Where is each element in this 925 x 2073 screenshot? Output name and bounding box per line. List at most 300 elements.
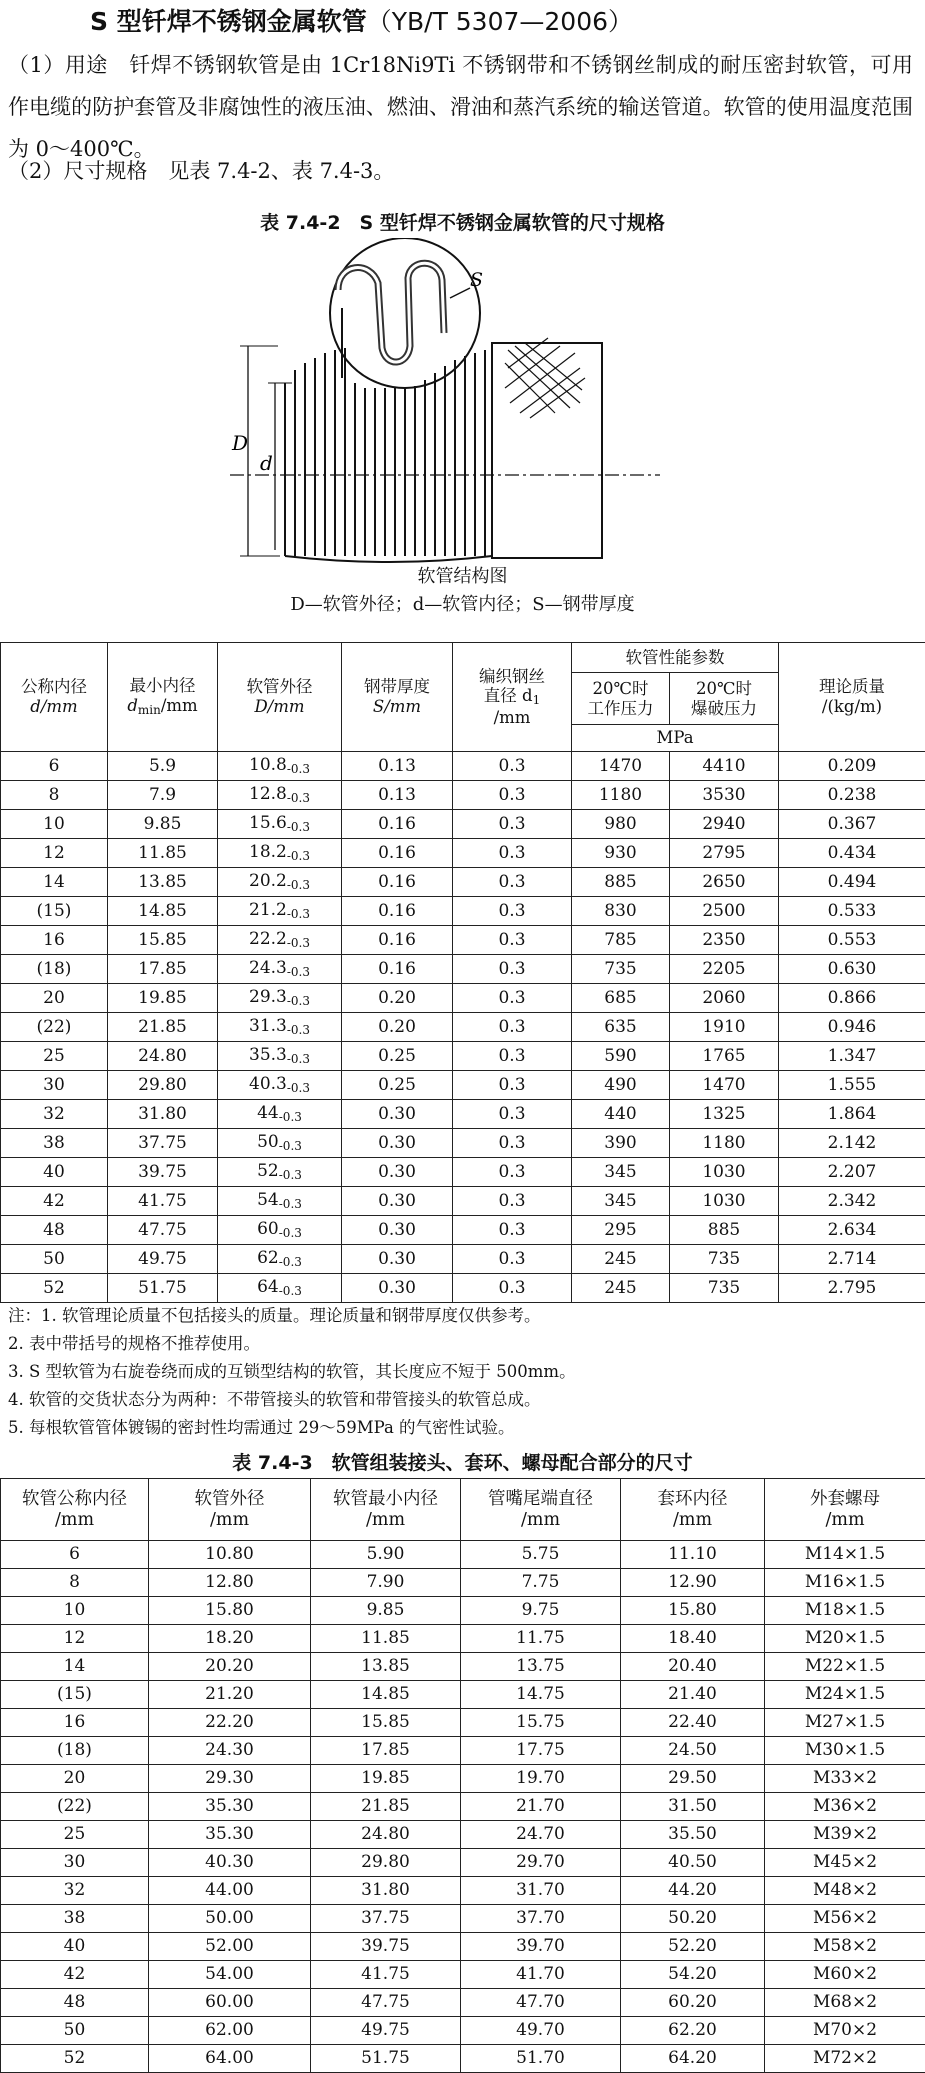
table2-cell: (22) [1, 1793, 149, 1821]
tolerance: -0.3 [287, 965, 310, 979]
table-row [1, 897, 925, 926]
table2-cell: 62.00 [149, 2017, 311, 2045]
cell-work-pressure: 1180 [572, 781, 670, 810]
table2-cell: 7.90 [311, 1569, 461, 1597]
tolerance: -0.3 [287, 820, 310, 834]
label-S: S [470, 269, 483, 291]
cell-wire: 0.3 [453, 926, 572, 955]
tolerance: -0.3 [287, 936, 310, 950]
cell-nominal: (22) [1, 1013, 108, 1042]
table2-cell: 22.20 [149, 1709, 311, 1737]
table2-cell: 60.00 [149, 1989, 311, 2017]
table2-cell: 5.75 [461, 1541, 621, 1569]
table2-cell: 62.20 [621, 2017, 765, 2045]
table2-cell: 13.75 [461, 1653, 621, 1681]
note-line: 5. 每根软管管体镀锡的密封性均需通过 29～59MPa 的气密性试验。 [8, 1414, 576, 1442]
cell-work-pressure: 785 [572, 926, 670, 955]
cell-wire: 0.3 [453, 1129, 572, 1158]
table2-cell: M56×2 [765, 1905, 925, 1933]
cell-wire: 0.3 [453, 984, 572, 1013]
cell-outer: $20.2_{-0.3}$ [218, 868, 342, 897]
table-row [1, 1245, 925, 1274]
cell-nominal: 42 [1, 1187, 108, 1216]
table2-cell: 42 [1, 1961, 149, 1989]
table2-cell: M20×1.5 [765, 1625, 925, 1653]
cell-strip: 0.13 [342, 781, 453, 810]
cell-min-inner: 24.80 [108, 1042, 218, 1071]
cell-nominal: (15) [1, 897, 108, 926]
cell-strip: 0.16 [342, 868, 453, 897]
cell-min-inner: 14.85 [108, 897, 218, 926]
table2-cell: M24×1.5 [765, 1681, 925, 1709]
table-row [1, 2045, 925, 2073]
cell-burst-pressure: 1180 [670, 1129, 779, 1158]
table2-cell: 50.20 [621, 1905, 765, 1933]
table-row [1, 1625, 925, 1653]
tolerance: -0.3 [279, 1226, 302, 1240]
table2-cell: 35.50 [621, 1821, 765, 1849]
table2-cell: 64.20 [621, 2045, 765, 2073]
cell-wire: 0.3 [453, 839, 572, 868]
cell-outer: $15.6_{-0.3}$ [218, 810, 342, 839]
cell-min-inner: 47.75 [108, 1216, 218, 1245]
cell-burst-pressure: 1765 [670, 1042, 779, 1071]
cell-nominal: 8 [1, 781, 108, 810]
cell-outer: $29.3_{-0.3}$ [218, 984, 342, 1013]
table2-cell: (15) [1, 1681, 149, 1709]
table-row [1, 810, 925, 839]
cell-strip: 0.30 [342, 1245, 453, 1274]
table2-cell: 19.85 [311, 1765, 461, 1793]
table-row [1, 955, 925, 984]
cell-outer: $64_{-0.3}$ [218, 1274, 342, 1303]
table2-cell: 24.30 [149, 1737, 311, 1765]
table-row [1, 868, 925, 897]
table-row [1, 926, 925, 955]
table2-cell: 54.20 [621, 1961, 765, 1989]
table2-cell: 9.75 [461, 1597, 621, 1625]
cell-nominal: 38 [1, 1129, 108, 1158]
table2-cell: (18) [1, 1737, 149, 1765]
cell-min-inner: 9.85 [108, 810, 218, 839]
cell-work-pressure: 295 [572, 1216, 670, 1245]
tolerance: -0.3 [287, 762, 310, 776]
cell-work-pressure: 830 [572, 897, 670, 926]
table2-cell: 15.80 [621, 1597, 765, 1625]
cell-nominal: 20 [1, 984, 108, 1013]
tolerance: -0.3 [287, 791, 310, 805]
table2-cell: 37.75 [311, 1905, 461, 1933]
cell-work-pressure: 440 [572, 1100, 670, 1129]
cell-burst-pressure: 2940 [670, 810, 779, 839]
diagram-legend: D—软管外径；d—软管内径；S—钢带厚度 [0, 590, 925, 616]
table2-cell: 31.70 [461, 1877, 621, 1905]
cell-mass: 2.634 [779, 1216, 925, 1245]
table2-cell: 14.85 [311, 1681, 461, 1709]
cell-wire: 0.3 [453, 781, 572, 810]
table2-cell: 11.10 [621, 1541, 765, 1569]
cell-burst-pressure: 2795 [670, 839, 779, 868]
tolerance: -0.3 [279, 1255, 302, 1269]
cell-outer: $40.3_{-0.3}$ [218, 1071, 342, 1100]
cell-min-inner: 5.9 [108, 752, 218, 781]
table2-cell: 24.50 [621, 1737, 765, 1765]
table-row [1, 1961, 925, 1989]
cell-strip: 0.30 [342, 1100, 453, 1129]
tolerance: -0.3 [279, 1197, 302, 1211]
cell-outer: $54_{-0.3}$ [218, 1187, 342, 1216]
cell-burst-pressure: 1910 [670, 1013, 779, 1042]
table2-cell: 35.30 [149, 1793, 311, 1821]
table-row [1, 1905, 925, 1933]
table2-cell: 12.80 [149, 1569, 311, 1597]
cell-work-pressure: 245 [572, 1245, 670, 1274]
table2-header: 软管外径 /mm [149, 1479, 311, 1541]
table2-cell: 31.50 [621, 1793, 765, 1821]
tolerance: -0.3 [287, 1023, 310, 1037]
table2-cell: 51.75 [311, 2045, 461, 2073]
table2-cell: 60.20 [621, 1989, 765, 2017]
cell-strip: 0.16 [342, 897, 453, 926]
table2-cell: 21.85 [311, 1793, 461, 1821]
cell-min-inner: 51.75 [108, 1274, 218, 1303]
col-nominal: 公称内径 d/mm [1, 643, 108, 752]
cell-nominal: 16 [1, 926, 108, 955]
cell-work-pressure: 735 [572, 955, 670, 984]
cell-burst-pressure: 2060 [670, 984, 779, 1013]
cell-strip: 0.25 [342, 1071, 453, 1100]
table2-cell: 10 [1, 1597, 149, 1625]
cell-nominal: 52 [1, 1274, 108, 1303]
cell-wire: 0.3 [453, 1216, 572, 1245]
table2-cell: 32 [1, 1877, 149, 1905]
cell-min-inner: 7.9 [108, 781, 218, 810]
cell-work-pressure: 245 [572, 1274, 670, 1303]
table2-cell: 21.40 [621, 1681, 765, 1709]
table2-cell: M18×1.5 [765, 1597, 925, 1625]
tolerance: -0.3 [287, 1081, 310, 1095]
table2-cell: M68×2 [765, 1989, 925, 2017]
table2-cell: 20.40 [621, 1653, 765, 1681]
cell-strip: 0.20 [342, 1013, 453, 1042]
table-row [1, 2017, 925, 2045]
size-paragraph: （2）尺寸规格 见表 7.4-2、表 7.4-3。 [8, 150, 913, 192]
cell-outer: $50_{-0.3}$ [218, 1129, 342, 1158]
table-row [1, 1274, 925, 1303]
cell-wire: 0.3 [453, 1245, 572, 1274]
table-row [1, 839, 925, 868]
cell-min-inner: 49.75 [108, 1245, 218, 1274]
cell-outer: $62_{-0.3}$ [218, 1245, 342, 1274]
table2-cell: M39×2 [765, 1821, 925, 1849]
table2-cell: 12.90 [621, 1569, 765, 1597]
cell-outer: $22.2_{-0.3}$ [218, 926, 342, 955]
table2-cell: 54.00 [149, 1961, 311, 1989]
table2-cell: 5.90 [311, 1541, 461, 1569]
table2-cell: 47.75 [311, 1989, 461, 2017]
cell-mass: 2.207 [779, 1158, 925, 1187]
cell-mass: 0.494 [779, 868, 925, 897]
table2-cell: 21.70 [461, 1793, 621, 1821]
table2-cell: 49.75 [311, 2017, 461, 2045]
cell-wire: 0.3 [453, 1042, 572, 1071]
table2-cell: 9.85 [311, 1597, 461, 1625]
table-row [1, 1653, 925, 1681]
table2-cell: 44.00 [149, 1877, 311, 1905]
table-row [1, 1071, 925, 1100]
cell-wire: 0.3 [453, 1274, 572, 1303]
table2-cell: 8 [1, 1569, 149, 1597]
tolerance: -0.3 [279, 1168, 302, 1182]
cell-work-pressure: 345 [572, 1187, 670, 1216]
table1-notes [8, 1302, 576, 1442]
table2-cell: 47.70 [461, 1989, 621, 2017]
col-work-pressure: 20℃时 工作压力 [572, 673, 670, 725]
table2-cell: 22.40 [621, 1709, 765, 1737]
table-row [1, 1877, 925, 1905]
cell-mass: 0.630 [779, 955, 925, 984]
table-row [1, 1765, 925, 1793]
table2-cell: 6 [1, 1541, 149, 1569]
cell-work-pressure: 635 [572, 1013, 670, 1042]
cell-nominal: 32 [1, 1100, 108, 1129]
cell-mass: 2.795 [779, 1274, 925, 1303]
table-row [1, 1597, 925, 1625]
cell-burst-pressure: 4410 [670, 752, 779, 781]
table2-cell: M14×1.5 [765, 1541, 925, 1569]
table2-cell: 40 [1, 1933, 149, 1961]
table2-cell: M16×1.5 [765, 1569, 925, 1597]
cell-strip: 0.25 [342, 1042, 453, 1071]
table2-cell: 52.20 [621, 1933, 765, 1961]
table2-cell: 37.70 [461, 1905, 621, 1933]
cell-strip: 0.30 [342, 1216, 453, 1245]
table2-cell: 29.30 [149, 1765, 311, 1793]
cell-min-inner: 39.75 [108, 1158, 218, 1187]
cell-min-inner: 31.80 [108, 1100, 218, 1129]
table2-cell: 24.70 [461, 1821, 621, 1849]
table-row [1, 1042, 925, 1071]
cell-strip: 0.16 [342, 839, 453, 868]
cell-wire: 0.3 [453, 810, 572, 839]
cell-wire: 0.3 [453, 1187, 572, 1216]
usage-paragraph: （1）用途 钎焊不锈钢软管是由 1Cr18Ni9Ti 不锈钢带和不锈钢丝制成的耐压密封软管，可用作电缆的防护套管及非腐蚀性的液压油、燃油、滑油和蒸汽系统的输送管道。软管的使用温度范围为 0～400℃。 [8, 44, 913, 170]
table2-cell: 38 [1, 1905, 149, 1933]
cell-nominal: 50 [1, 1245, 108, 1274]
table-row [1, 1709, 925, 1737]
table2-cell: 13.85 [311, 1653, 461, 1681]
table-row [1, 1129, 925, 1158]
table-row [1, 752, 925, 781]
table-row [1, 1541, 925, 1569]
table2-cell: M45×2 [765, 1849, 925, 1877]
size-spec-table [0, 642, 925, 1303]
cell-strip: 0.30 [342, 1158, 453, 1187]
table2-cell: M48×2 [765, 1877, 925, 1905]
table2-cell: 31.80 [311, 1877, 461, 1905]
tolerance: -0.3 [279, 1110, 302, 1124]
cell-mass: 1.347 [779, 1042, 925, 1071]
table-row [1, 1681, 925, 1709]
cell-strip: 0.30 [342, 1129, 453, 1158]
cell-mass: 0.434 [779, 839, 925, 868]
col-wire: 编织钢丝 直径 $d_1$ /mm [453, 643, 572, 752]
col-mass: 理论质量 /(kg/m) [779, 643, 925, 752]
cell-burst-pressure: 3530 [670, 781, 779, 810]
table2-cell: 29.80 [311, 1849, 461, 1877]
note-line: 注：1. 软管理论质量不包括接头的质量。理论质量和钢带厚度仅供参考。 [8, 1302, 576, 1330]
cell-burst-pressure: 2350 [670, 926, 779, 955]
table2-cell: 29.70 [461, 1849, 621, 1877]
table2-cell: 21.20 [149, 1681, 311, 1709]
cell-strip: 0.16 [342, 926, 453, 955]
table-row [1, 1569, 925, 1597]
cell-strip: 0.13 [342, 752, 453, 781]
cell-nominal: (18) [1, 955, 108, 984]
table2-cell: 49.70 [461, 2017, 621, 2045]
page-title [90, 2, 633, 38]
cell-min-inner: 37.75 [108, 1129, 218, 1158]
table2-cell: 11.85 [311, 1625, 461, 1653]
label-D: D [231, 431, 248, 455]
table-row [1, 984, 925, 1013]
table2-cell: 39.70 [461, 1933, 621, 1961]
table2-cell: 52 [1, 2045, 149, 2073]
cell-nominal: 10 [1, 810, 108, 839]
cell-wire: 0.3 [453, 868, 572, 897]
table2-cell: 15.80 [149, 1597, 311, 1625]
cell-burst-pressure: 1030 [670, 1158, 779, 1187]
table-row [1, 1933, 925, 1961]
diagram-caption: 软管结构图 [0, 562, 925, 588]
cell-strip: 0.20 [342, 984, 453, 1013]
cell-nominal: 14 [1, 868, 108, 897]
table2-cell: 64.00 [149, 2045, 311, 2073]
cell-burst-pressure: 1325 [670, 1100, 779, 1129]
table2-cell: 7.75 [461, 1569, 621, 1597]
table2-cell: 25 [1, 1821, 149, 1849]
cell-mass: 0.553 [779, 926, 925, 955]
table2-cell: 41.75 [311, 1961, 461, 1989]
table2-cell: M22×1.5 [765, 1653, 925, 1681]
table2-cell: 41.70 [461, 1961, 621, 1989]
table2-cell: 20 [1, 1765, 149, 1793]
table2-cell: 52.00 [149, 1933, 311, 1961]
cell-burst-pressure: 735 [670, 1245, 779, 1274]
col-outer: 软管外径 D/mm [218, 643, 342, 752]
cell-min-inner: 21.85 [108, 1013, 218, 1042]
table2-cell: M36×2 [765, 1793, 925, 1821]
cell-mass: 2.714 [779, 1245, 925, 1274]
table2-cell: 16 [1, 1709, 149, 1737]
cell-mass: 0.367 [779, 810, 925, 839]
cell-burst-pressure: 885 [670, 1216, 779, 1245]
cell-mass: 0.238 [779, 781, 925, 810]
cell-outer: $21.2_{-0.3}$ [218, 897, 342, 926]
table2-cell: M58×2 [765, 1933, 925, 1961]
cell-work-pressure: 930 [572, 839, 670, 868]
cell-min-inner: 19.85 [108, 984, 218, 1013]
cell-wire: 0.3 [453, 752, 572, 781]
tolerance: -0.3 [287, 907, 310, 921]
title-main: S 型钎焊不锈钢金属软管 [90, 7, 367, 36]
table2-cell: 48 [1, 1989, 149, 2017]
cell-outer: $18.2_{-0.3}$ [218, 839, 342, 868]
table-row [1, 1793, 925, 1821]
table2-cell: 40.30 [149, 1849, 311, 1877]
cell-work-pressure: 490 [572, 1071, 670, 1100]
cell-work-pressure: 345 [572, 1158, 670, 1187]
table2-header: 软管最小内径 /mm [311, 1479, 461, 1541]
cell-min-inner: 41.75 [108, 1187, 218, 1216]
cell-work-pressure: 885 [572, 868, 670, 897]
col-min-inner: 最小内径 $d_{min}/mm$ [108, 643, 218, 752]
cell-outer: $44_{-0.3}$ [218, 1100, 342, 1129]
table2-cell: M33×2 [765, 1765, 925, 1793]
cell-mass: 0.209 [779, 752, 925, 781]
cell-mass: 0.866 [779, 984, 925, 1013]
table2-cell: 15.75 [461, 1709, 621, 1737]
table2-cell: 17.85 [311, 1737, 461, 1765]
table-row [1, 1013, 925, 1042]
cell-min-inner: 11.85 [108, 839, 218, 868]
cell-work-pressure: 590 [572, 1042, 670, 1071]
table2-cell: 24.80 [311, 1821, 461, 1849]
note-line: 4. 软管的交货状态分为两种：不带管接头的软管和带管接头的软管总成。 [8, 1386, 576, 1414]
tolerance: -0.3 [287, 994, 310, 1008]
cell-mass: 1.864 [779, 1100, 925, 1129]
cell-burst-pressure: 2205 [670, 955, 779, 984]
table2-header: 管嘴尾端直径 /mm [461, 1479, 621, 1541]
magnified-detail-circle [330, 238, 480, 388]
cell-outer: $10.8_{-0.3}$ [218, 752, 342, 781]
tolerance: -0.3 [287, 878, 310, 892]
table2-cell: 44.20 [621, 1877, 765, 1905]
tolerance: -0.3 [287, 1052, 310, 1066]
cell-min-inner: 13.85 [108, 868, 218, 897]
cell-strip: 0.16 [342, 955, 453, 984]
cell-min-inner: 17.85 [108, 955, 218, 984]
cell-outer: $52_{-0.3}$ [218, 1158, 342, 1187]
cell-work-pressure: 390 [572, 1129, 670, 1158]
cell-work-pressure: 685 [572, 984, 670, 1013]
table-row [1, 1821, 925, 1849]
cell-nominal: 30 [1, 1071, 108, 1100]
label-d: d [260, 451, 273, 475]
table2-cell: 50.00 [149, 1905, 311, 1933]
table2-cell: 40.50 [621, 1849, 765, 1877]
cell-wire: 0.3 [453, 955, 572, 984]
table-row [1, 1100, 925, 1129]
table2-cell: 20.20 [149, 1653, 311, 1681]
table-row [1, 1158, 925, 1187]
table2-cell: 10.80 [149, 1541, 311, 1569]
note-line: 3. S 型软管为右旋卷绕而成的互锁型结构的软管，其长度应不短于 500mm。 [8, 1358, 576, 1386]
table2-cell: 12 [1, 1625, 149, 1653]
table2-cell: M70×2 [765, 2017, 925, 2045]
table2-cell: M60×2 [765, 1961, 925, 1989]
col-burst-pressure: 20℃时 爆破压力 [670, 673, 779, 725]
cell-nominal: 48 [1, 1216, 108, 1245]
cell-work-pressure: 980 [572, 810, 670, 839]
col-mpa-unit: MPa [572, 725, 779, 752]
cell-strip: 0.30 [342, 1274, 453, 1303]
cell-strip: 0.16 [342, 810, 453, 839]
cell-mass: 0.533 [779, 897, 925, 926]
table2-cell: 15.85 [311, 1709, 461, 1737]
table2-cell: 14.75 [461, 1681, 621, 1709]
cell-burst-pressure: 2650 [670, 868, 779, 897]
